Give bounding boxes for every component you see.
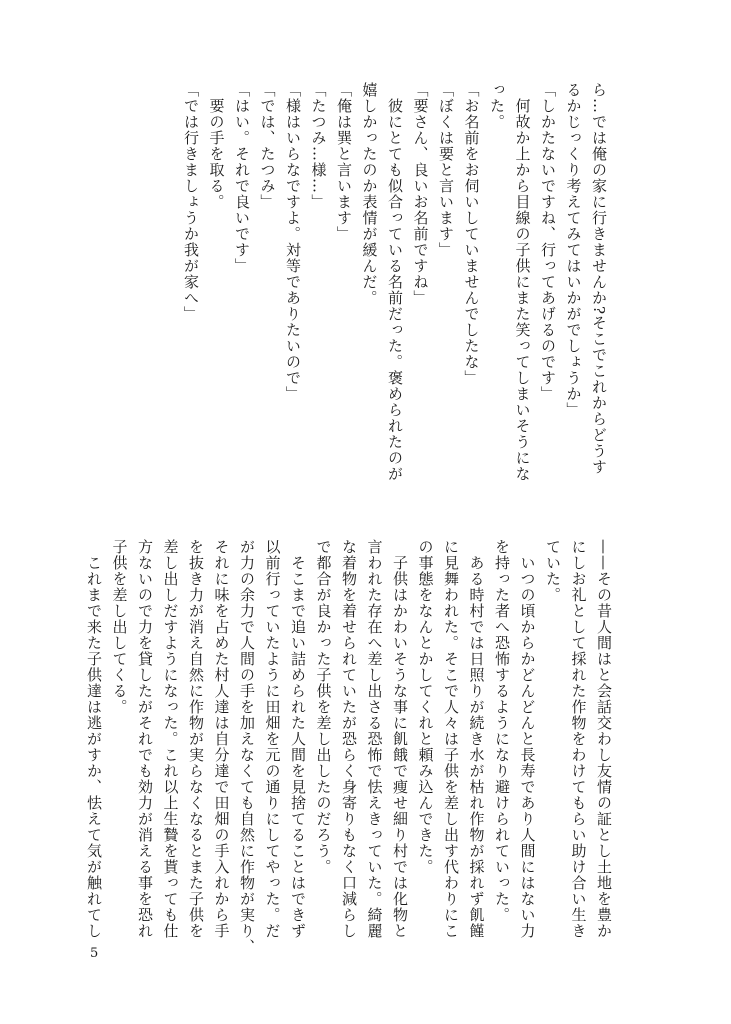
text-line: を抜き力が消え自然に作物が実らなくなるとまた子供を [187, 539, 205, 939]
text-line: 何故か上から目線の子供にまた笑ってしまいそうにな [513, 82, 532, 482]
text-line: に見舞われた。そこで人々は子供を差し出す代わりにこ [442, 539, 460, 939]
text-line: 「では行きましょうか我が家へ」 [182, 82, 200, 322]
text-line: そこまで追い詰められた人間を見捨てることはできず [289, 539, 307, 939]
text-line: な着物を着せられていたが恐らく身寄りもなく口減らし [340, 539, 358, 939]
text-line: 「ぼくは要と言います」 [437, 82, 455, 258]
text-line: 方ないので力を貸したがそれでも効力が消える事を恐れ [136, 539, 154, 939]
text-line: 「様はいらなですよ。対等でありたいので」 [284, 82, 302, 402]
text-line: ら…では俺の家に行きませんか?そこでこれからどうす [590, 82, 608, 476]
text-line: 子供を差し出してくる。 [110, 539, 129, 715]
text-line: 「俺は巽と言います」 [335, 82, 353, 242]
text-line: 差し出しだすようになった。これ以上生贄を貰っても仕 [161, 539, 180, 939]
text-line: 「しかたないですね、行ってあげるのです」 [539, 82, 557, 402]
text-line: るかじっくり考えてみてはいかがでしょうか」 [564, 82, 583, 418]
text-line: これまで来た子供達は逃がすか、怯えて気が触れてし [85, 539, 103, 939]
text-block-bottom [81, 539, 617, 959]
text-line: 「たつみ…様…」 [309, 82, 328, 210]
text-line: 「では、たつみ」 [258, 82, 277, 210]
text-line: の事態をなんとかしてくれと頼み込んできた。 [416, 539, 435, 875]
text-line: 要の手を取る。 [207, 82, 226, 210]
text-line: を持った者へ恐怖するようになり避けられていった。 [493, 539, 511, 923]
text-line: ある時村では日照りが続き水が枯れ作物が採れず飢饉 [467, 539, 486, 939]
text-line: ——その昔人間はと会話交わし友情の証とし土地を豊か [595, 539, 613, 939]
text-line: それに味を占めた村人達は自分達で田畑の手入れから手 [212, 539, 231, 939]
text-line: 「はい。それで良いです」 [233, 82, 251, 274]
text-line: 嬉しかったのか表情が緩んだ。 [360, 82, 379, 306]
text-line: 彼にとても似合っている名前だった。褒められたのが [386, 82, 404, 482]
text-line: 言われた存在へ差し出さる恐怖で怯えきっていた。綺麗 [365, 539, 384, 939]
text-line: 子供はかわいそうな事に飢餓で痩せ細り村では化物と [391, 539, 409, 939]
text-line: 「要さん、良いお名前ですね」 [411, 82, 430, 306]
text-line: った。 [488, 82, 506, 130]
text-line: いつの頃からかどんどんと長寿であり人間にはない力 [518, 539, 537, 939]
text-line: にしお礼として採れた作物をわけてもらい助け合い生き [569, 539, 588, 939]
text-line: が力の余力で人間の手を加えなくても自然に作物が実り、 [238, 539, 256, 955]
page-number: 5 [90, 946, 99, 961]
text-line: ていた。 [544, 539, 562, 603]
text-line: 以前行っていたように田畑を元の通りにしてやった。だ [263, 539, 282, 939]
text-block-top [178, 82, 612, 502]
text-line: で都合が良かった子供を差し出したのだろう。 [314, 539, 333, 875]
text-line: 「お名前をお伺いしていませんでしたな」 [462, 82, 481, 386]
